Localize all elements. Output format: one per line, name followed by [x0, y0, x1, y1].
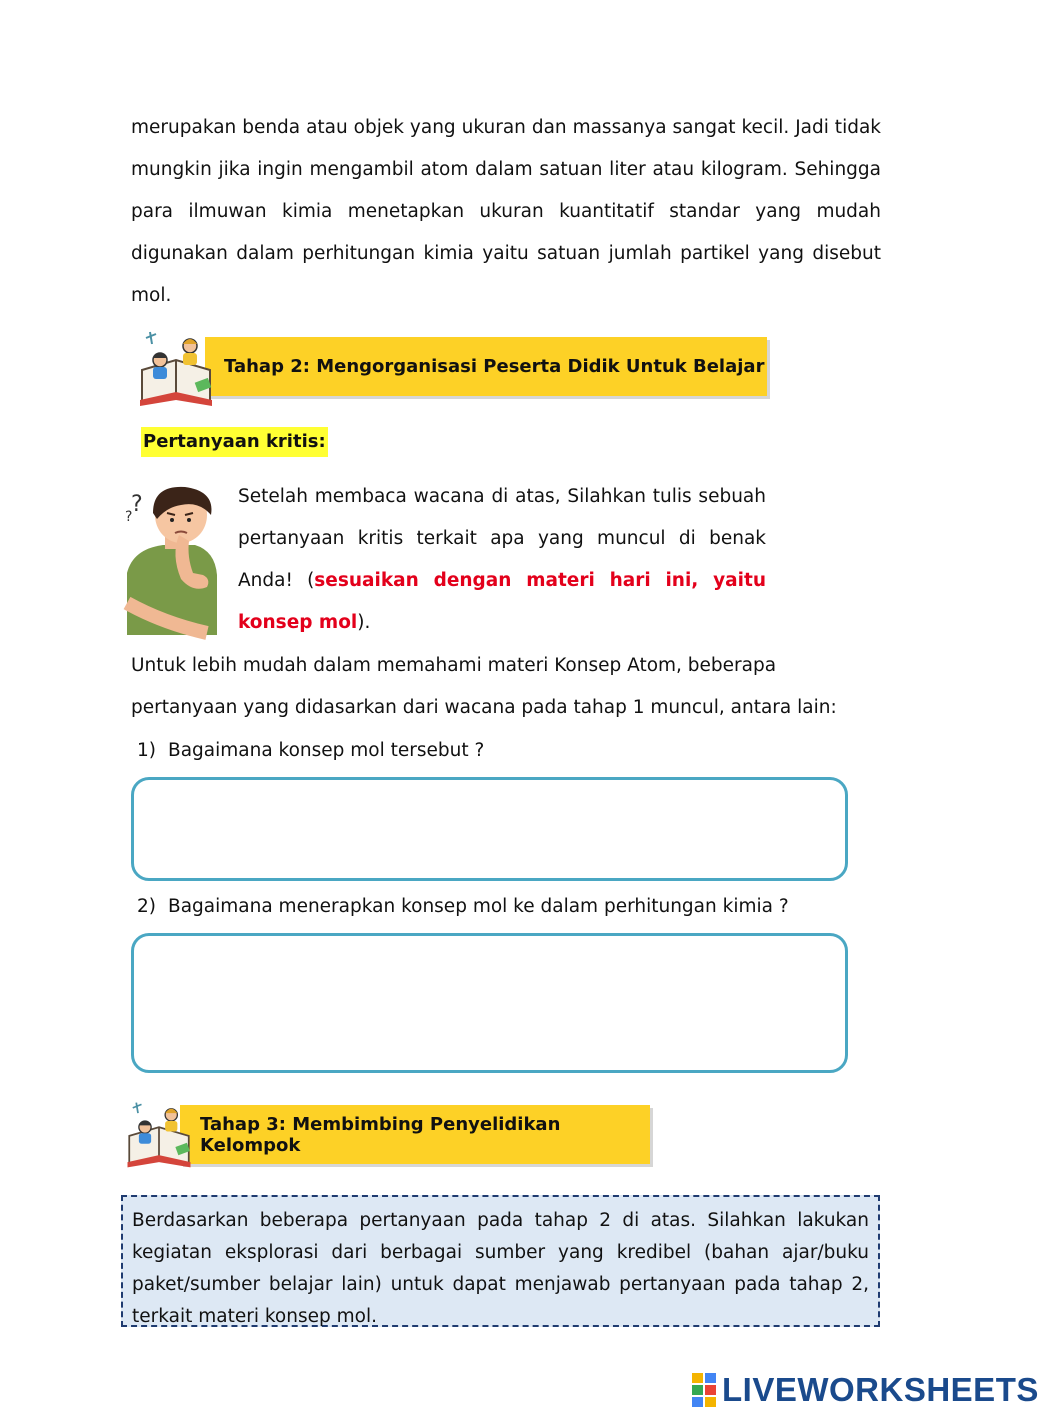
question-text: Bagaimana menerapkan konsep mol ke dalam perhitungan kimia ?	[168, 896, 789, 917]
intro-paragraph: merupakan benda atau objek yang ukuran dan massanya sangat kecil. Jadi tidak mungkin jika ingin mengambil atom dalam satuan liter atau kilogram. Sehingga para ilmuwan kimia menetapkan ukuran kuantitatif standar yang mudah digunakan dalam perhitungan kimia yaitu satuan jumlah partikel yang disebut mol.	[131, 117, 881, 306]
answer-box-1[interactable]	[131, 777, 848, 881]
stage2-banner	[205, 337, 767, 396]
critical-question-label: Pertanyaan kritis:	[141, 427, 328, 457]
questions-intro: Untuk lebih mudah dalam memahami materi Konsep Atom, beberapa pertanyaan yang didasarkan dari wacana pada tahap 1 muncul, antara lain:	[131, 655, 837, 718]
question-1	[137, 738, 484, 764]
stage2-title: Tahap 2: Mengorganisasi Peserta Didik Untuk Belajar	[224, 356, 765, 377]
exploration-instructions: Berdasarkan beberapa pertanyaan pada tahap 2 di atas. Silahkan lakukan kegiatan eksplorasi dari berbagai sumber yang kredibel (bahan ajar/buku paket/sumber belajar lain) untuk dapat menjawab pertanyaan pada tahap 2, terkait materi konsep mol.	[121, 1195, 880, 1327]
question-number: 1)	[137, 740, 156, 761]
question-text: Bagaimana konsep mol tersebut ?	[168, 740, 485, 761]
stage3-banner	[180, 1105, 650, 1164]
liveworksheets-logo-icon	[692, 1373, 716, 1407]
stage3-title: Tahap 3: Membimbing Penyelidikan Kelompok	[200, 1113, 561, 1156]
svg-text:?: ?	[125, 509, 133, 525]
critical-text-after: ).	[357, 612, 371, 633]
question-2	[137, 894, 789, 920]
kids-reading-book-icon	[124, 1098, 194, 1172]
critical-text-highlight: sesuaikan dengan materi hari ini, yaitu konsep mol	[238, 570, 766, 633]
kids-reading-book-icon	[136, 330, 216, 408]
answer-box-2[interactable]	[131, 933, 848, 1073]
critical-question-text	[238, 476, 766, 644]
logo-text: LIVEWORKSHEETS	[722, 1371, 1039, 1408]
svg-text:?: ?	[131, 492, 143, 517]
thinking-person-icon	[123, 483, 223, 635]
liveworksheets-logo[interactable]	[692, 1373, 1039, 1407]
question-number: 2)	[137, 896, 156, 917]
critical-text-before: Setelah membaca wacana di atas, Silahkan tulis sebuah pertanyaan kritis terkait apa yang muncul di benak Anda! (	[238, 486, 766, 591]
